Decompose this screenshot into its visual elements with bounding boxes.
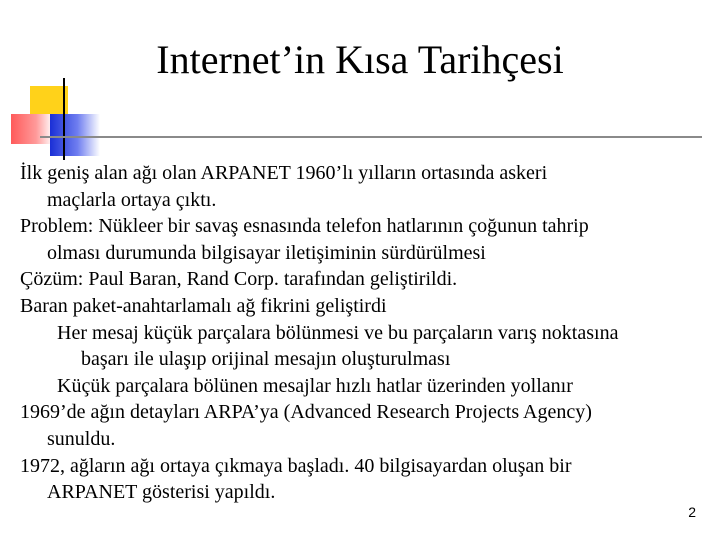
- sub-bullet-fast-lines: [20, 373, 710, 400]
- bullet-line: sunuldu.: [47, 427, 116, 450]
- bullet-packet-switching: [20, 293, 710, 320]
- bullet-line: 1972, ağların ağı ortaya çıkmaya başladı. 40 bilgisayardan oluşan bir: [20, 454, 572, 477]
- slide-number: 2: [688, 504, 696, 520]
- bullet-line: başarı ile ulaşıp orijinal mesajın oluşturulması: [81, 348, 451, 371]
- bullet-problem: [20, 213, 710, 266]
- bullet-line: 1969’de ağın detayları ARPA’ya (Advanced Research Projects Agency): [20, 401, 592, 424]
- bullet-line: olması durumunda bilgisayar iletişiminin sürdürülmesi: [47, 241, 486, 264]
- slide-title: Internet’in Kısa Tarihçesi: [156, 37, 564, 82]
- bullet-line: İlk geniş alan ağı olan ARPANET 1960’lı yılların ortasında askeri: [20, 162, 548, 184]
- decorative-vertical-line: [63, 78, 65, 160]
- decorative-blue-square: [50, 114, 100, 156]
- slide-body: [20, 160, 710, 506]
- bullet-line: Her mesaj küçük parçalara bölünmesi ve bu parçaların varış noktasına: [57, 321, 619, 344]
- bullet-1969: [20, 399, 710, 452]
- bullet-line: Çözüm: Paul Baran, Rand Corp. tarafından geliştirildi.: [20, 268, 458, 291]
- bullet-line: ARPANET gösterisi yapıldı.: [47, 481, 276, 504]
- bullet-line: Küçük parçalara bölünen mesajlar hızlı hatlar üzerinden yollanır: [57, 374, 573, 397]
- bullet-arpanet-origin: [20, 160, 710, 213]
- bullet-line: maçlarla ortaya çıktı.: [47, 188, 217, 211]
- bullet-1972: [20, 453, 710, 506]
- title-underline-rule: [40, 136, 702, 138]
- bullet-solution: [20, 266, 710, 293]
- bullet-line: Baran paket-anahtarlamalı ağ fikrini geliştirdi: [20, 294, 387, 317]
- bullet-line: Problem: Nükleer bir savaş esnasında telefon hatlarının çoğunun tahrip: [20, 215, 589, 238]
- decorative-red-square: [11, 114, 53, 144]
- sub-bullet-message-split: [20, 320, 710, 373]
